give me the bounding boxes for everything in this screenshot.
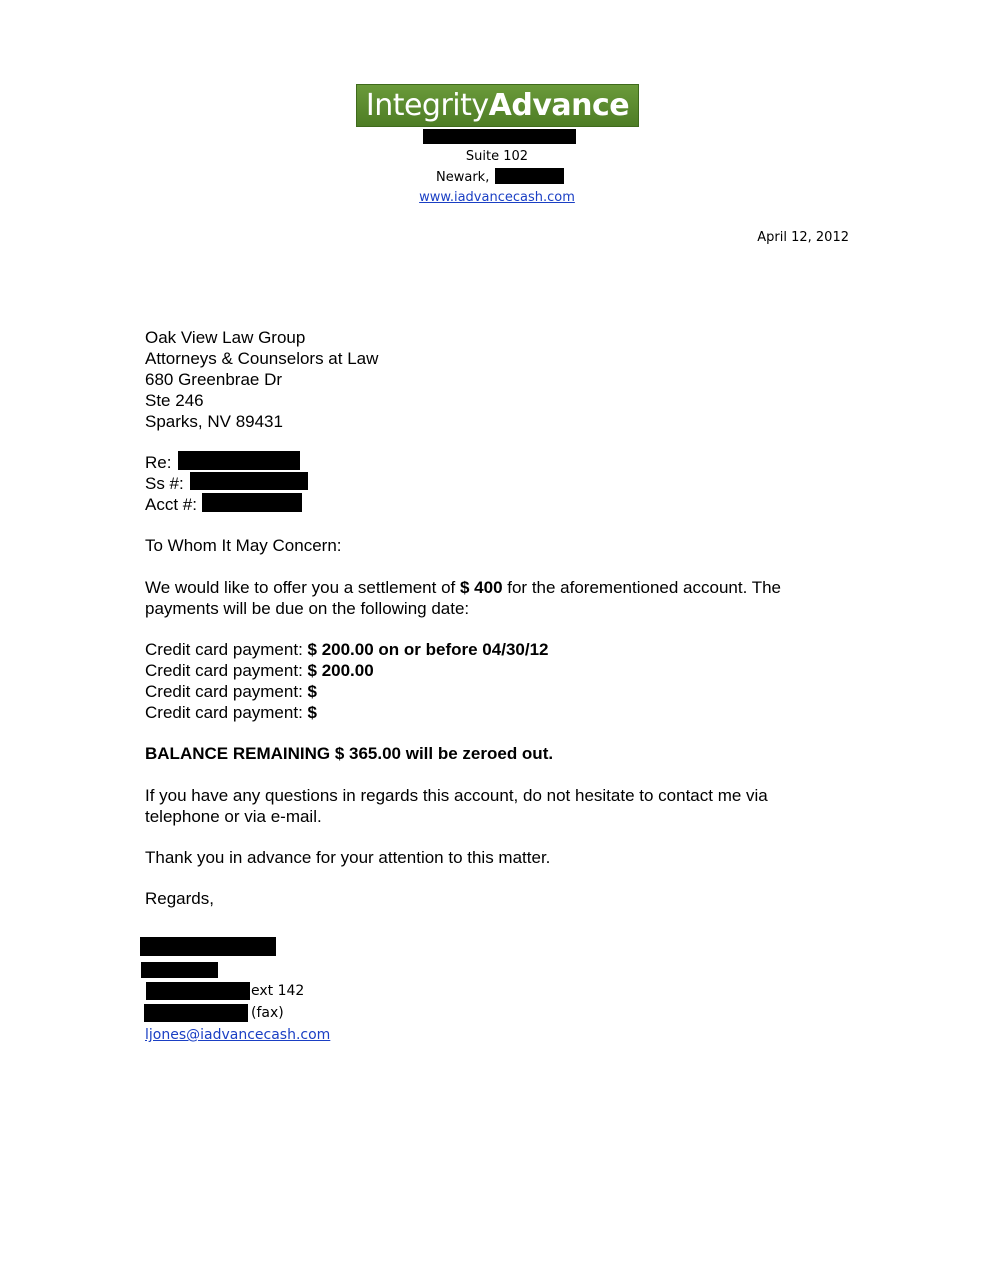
payment-value: $ xyxy=(307,703,317,722)
payment-value: $ 200.00 xyxy=(307,661,374,680)
payment-value: $ xyxy=(307,682,317,701)
redacted-ss xyxy=(190,472,308,490)
re-label: Re: xyxy=(145,453,172,472)
email-link[interactable]: ljones@iadvancecash.com xyxy=(145,1027,331,1043)
redacted-street-address xyxy=(423,129,576,144)
address-suite: Suite 102 xyxy=(465,149,529,164)
thanks-line: Thank you in advance for your attention to this matter. xyxy=(145,848,551,867)
ss-label: Ss #: xyxy=(145,474,184,493)
recipient-block xyxy=(145,327,378,432)
payment-label: Credit card payment: xyxy=(145,661,308,680)
redacted-signer-title xyxy=(141,962,218,978)
redacted-signer-name xyxy=(140,937,276,956)
logo-text-bold: Advance xyxy=(488,88,630,123)
acct-label: Acct #: xyxy=(145,495,197,514)
offer-paragraph xyxy=(145,577,835,619)
salutation: To Whom It May Concern: xyxy=(145,536,342,555)
redacted-fax xyxy=(144,1004,248,1022)
logo-text-light: Integrity xyxy=(365,88,489,123)
payment-row xyxy=(145,639,548,660)
fax-label: (fax) xyxy=(251,1005,284,1021)
payment-value: $ 200.00 on or before 04/30/12 xyxy=(307,640,549,659)
offer-text-after: for the aforementioned account. The payments will be due on the following date: xyxy=(145,578,782,618)
website-link[interactable]: www.iadvancecash.com xyxy=(419,190,575,205)
recipient-name: Oak View Law Group xyxy=(145,328,306,347)
company-logo xyxy=(356,84,639,127)
payment-row xyxy=(145,681,548,702)
payment-label: Credit card payment: xyxy=(145,703,308,722)
recipient-street: 680 Greenbrae Dr xyxy=(145,370,283,389)
payment-row xyxy=(145,702,548,723)
questions-paragraph: If you have any questions in regards this account, do not hesitate to contact me via telephone or via e-mail. xyxy=(145,786,768,826)
payment-list xyxy=(145,639,548,723)
offer-text-before: We would like to offer you a settlement of xyxy=(145,578,460,597)
recipient-subtitle: Attorneys & Counselors at Law xyxy=(145,349,379,368)
redacted-re xyxy=(178,451,300,470)
payment-label: Credit card payment: xyxy=(145,640,308,659)
redacted-phone xyxy=(146,982,250,1000)
balance-remaining: BALANCE REMAINING $ 365.00 will be zeroed out. xyxy=(145,744,554,763)
payment-label: Credit card payment: xyxy=(145,682,308,701)
payment-row xyxy=(145,660,548,681)
recipient-city-state: Sparks, NV 89431 xyxy=(145,412,283,431)
letter-date: April 12, 2012 xyxy=(757,230,849,245)
recipient-suite: Ste 246 xyxy=(145,391,204,410)
phone-extension: ext 142 xyxy=(251,983,305,999)
redacted-state-zip xyxy=(495,168,564,184)
address-city: Newark, xyxy=(436,170,490,185)
closing: Regards, xyxy=(145,889,214,908)
offer-amount: $ 400 xyxy=(459,578,503,597)
redacted-acct xyxy=(202,493,302,512)
